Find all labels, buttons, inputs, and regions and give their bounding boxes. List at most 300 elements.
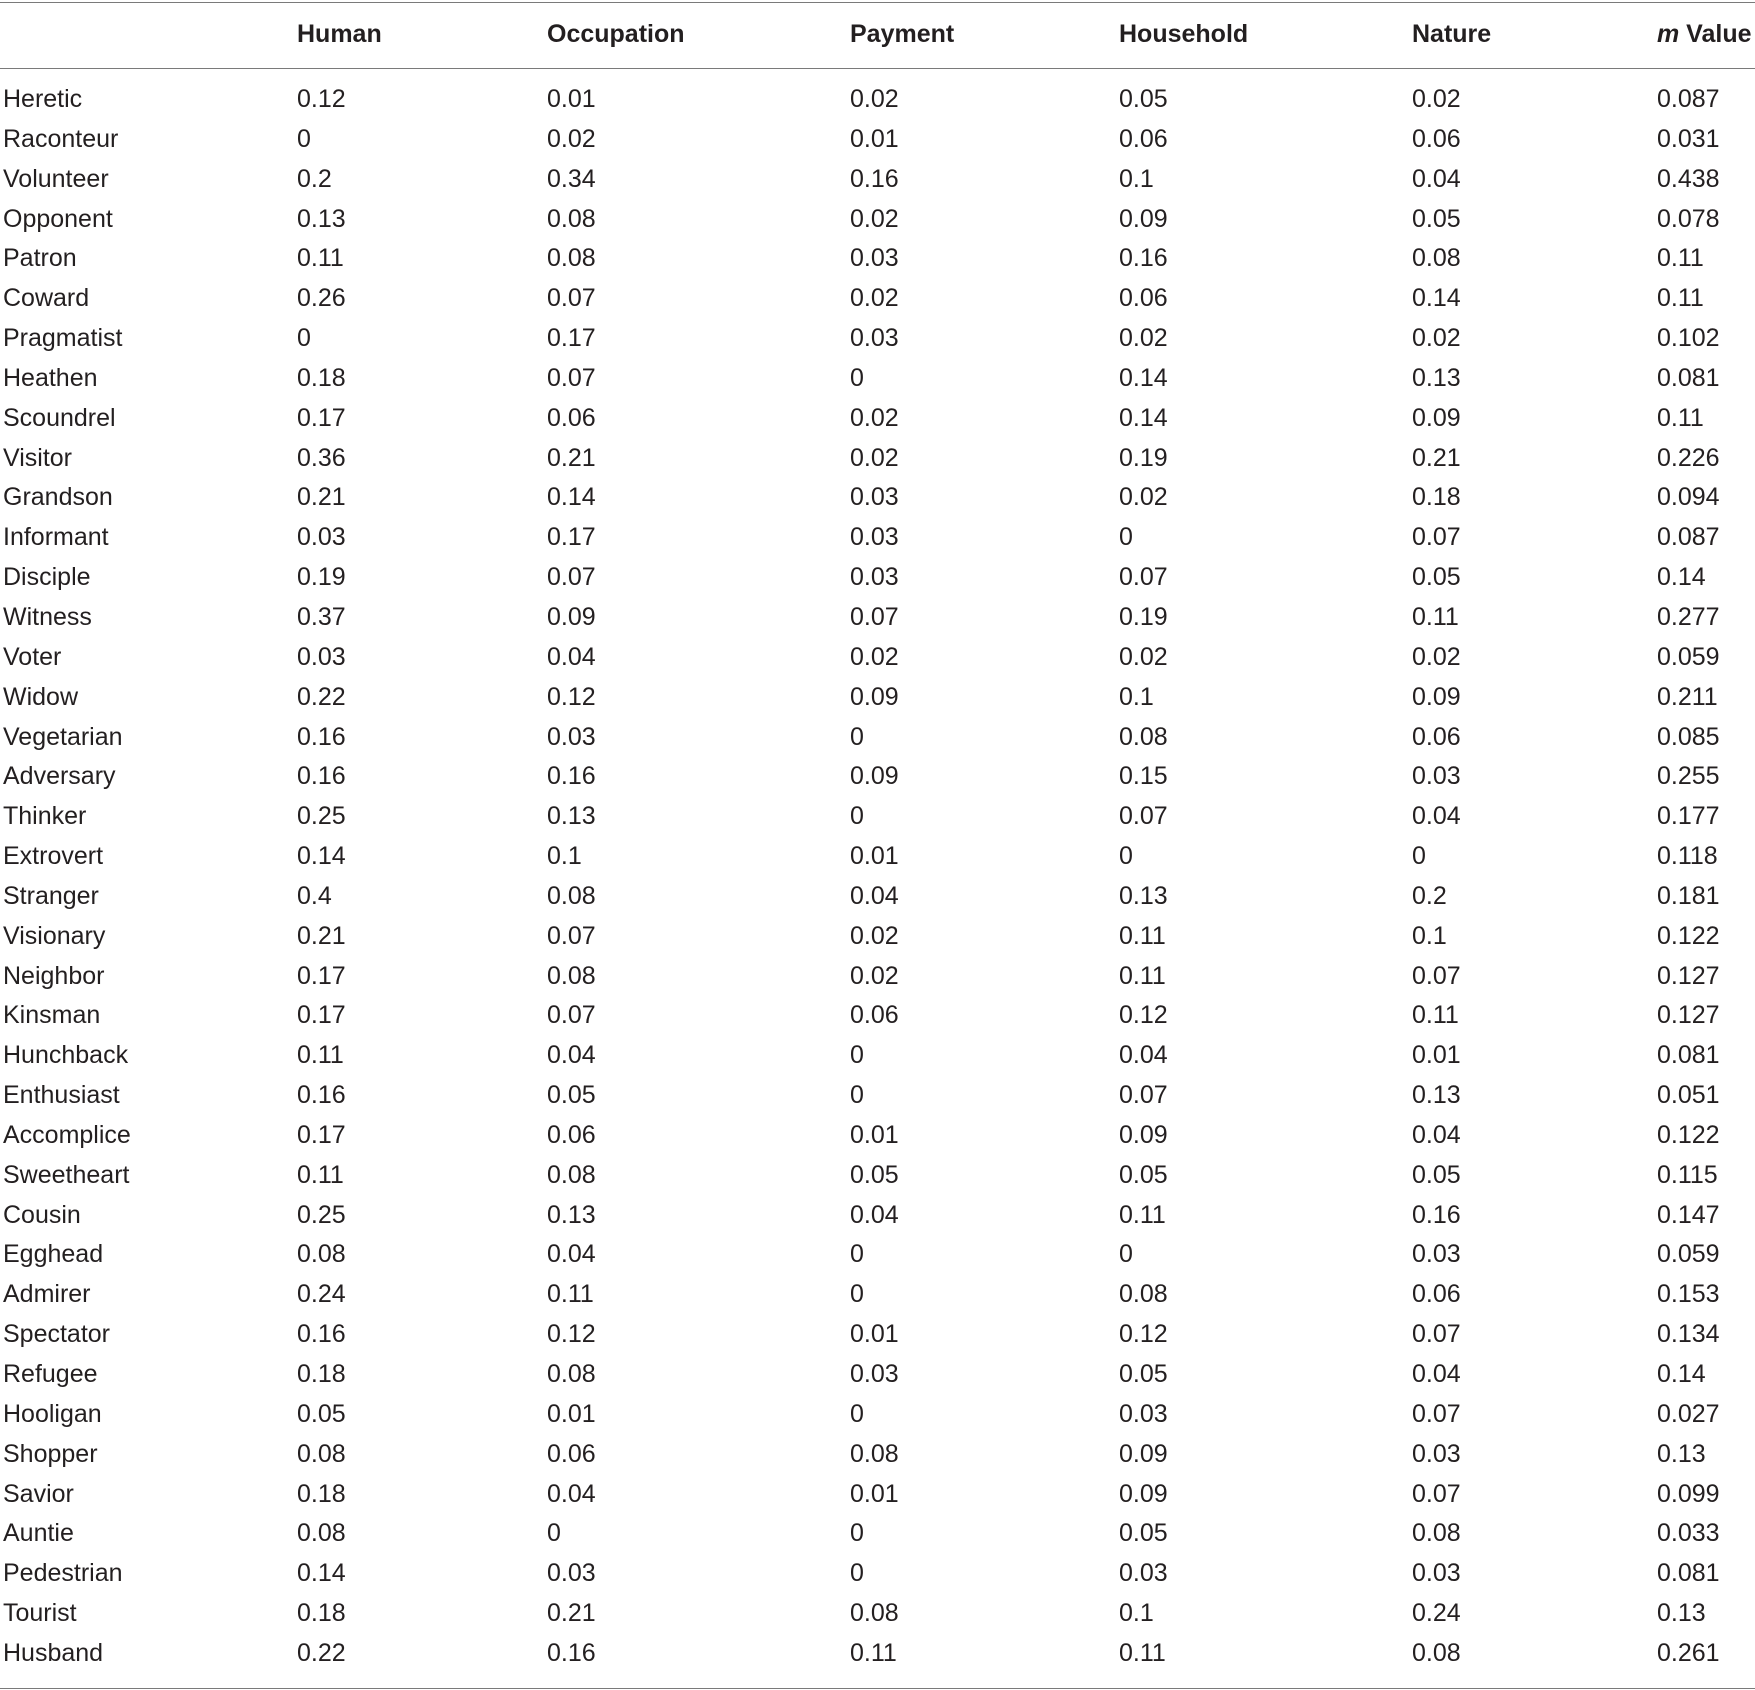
cell-occupation: 0.08 [547,961,596,990]
cell-payment: 0 [850,1240,864,1269]
cell-payment: 0.06 [850,1001,899,1030]
cell-occupation: 0.17 [547,324,596,353]
table-row [0,917,1755,957]
cell-household: 0.13 [1119,881,1168,910]
cell-human: 0.03 [297,642,346,671]
table-row [0,1395,1755,1435]
table-row [0,1235,1755,1275]
cell-payment: 0.04 [850,881,899,910]
cell-human: 0.05 [297,1399,346,1428]
table-row [0,1594,1755,1634]
cell-household: 0.05 [1119,1360,1168,1388]
cell-m-value: 0.211 [1657,682,1718,711]
cell-m-value: 0.081 [1657,1041,1720,1070]
cell-household: 0.09 [1119,1479,1168,1508]
table-row [0,718,1755,758]
cell-label: Adversary [3,762,116,791]
cell-m-value: 0.033 [1657,1519,1720,1548]
cell-payment: 0 [850,1399,864,1428]
cell-payment: 0.02 [850,284,899,313]
cell-label: Pragmatist [3,324,123,353]
cell-human: 0.21 [297,921,346,950]
cell-m-value: 0.115 [1657,1160,1718,1189]
cell-m-value: 0.027 [1657,1399,1720,1428]
cell-label: Thinker [3,802,87,831]
table-row [0,638,1755,678]
cell-household: 0.03 [1119,1399,1168,1428]
cell-m-value: 0.127 [1657,961,1720,990]
cell-payment: 0.03 [850,483,899,512]
cell-m-value: 0.087 [1657,523,1720,552]
cell-household: 0.03 [1119,1559,1168,1588]
cell-payment: 0.01 [850,1320,899,1349]
cell-household: 0.14 [1119,403,1168,432]
header-household: Household [1119,20,1249,48]
cell-occupation: 0.13 [547,802,596,831]
cell-label: Vegetarian [3,722,123,751]
cell-occupation: 0.01 [547,85,596,113]
cell-occupation: 0.1 [547,842,582,871]
cell-label: Enthusiast [3,1081,120,1110]
cell-m-value: 0.147 [1657,1200,1720,1229]
cell-payment: 0 [850,1559,864,1588]
cell-household: 0.19 [1119,602,1168,631]
cell-human: 0.08 [297,1240,346,1269]
cell-label: Husband [3,1638,104,1667]
cell-human: 0.11 [297,244,344,273]
cell-payment: 0.02 [850,642,899,671]
cell-household: 0.1 [1119,1599,1154,1628]
cell-nature: 0.07 [1412,961,1461,990]
cell-human: 0.36 [297,443,346,472]
cell-human: 0.17 [297,961,346,990]
cell-payment: 0.04 [850,1200,899,1229]
cell-payment: 0.02 [850,961,899,990]
cell-m-value: 0.438 [1657,164,1720,193]
cell-payment: 0 [850,722,864,751]
cell-human: 0.18 [297,363,346,392]
cell-nature: 0.05 [1412,204,1461,233]
cell-human: 0.16 [297,722,346,751]
cell-m-value: 0.087 [1657,85,1720,113]
cell-nature: 0.07 [1412,1399,1461,1428]
cell-human: 0.16 [297,1320,346,1349]
cell-human: 0.08 [297,1439,346,1468]
cell-occupation: 0.04 [547,1479,596,1508]
table-row [0,678,1755,718]
cell-payment: 0.03 [850,244,899,273]
cell-occupation: 0.06 [547,403,596,432]
cell-human: 0.16 [297,1081,346,1110]
cell-household: 0.16 [1119,244,1168,273]
cell-m-value: 0.094 [1657,483,1720,512]
cell-label: Cousin [3,1200,81,1229]
cell-nature: 0.08 [1412,1638,1461,1667]
cell-payment: 0.01 [850,1120,899,1149]
header-m-value [1657,14,1752,54]
cell-nature: 0.1 [1412,921,1447,950]
cell-human: 0.18 [297,1479,346,1508]
cell-occupation: 0.07 [547,1001,596,1030]
cell-human: 0.18 [297,1599,346,1628]
cell-payment: 0.02 [850,403,899,432]
cell-nature: 0.16 [1412,1200,1461,1229]
cell-human: 0.14 [297,842,346,871]
cell-human: 0.19 [297,563,346,592]
cell-label: Pedestrian [3,1559,123,1588]
cell-nature: 0.03 [1412,1559,1461,1588]
cell-occupation: 0.06 [547,1120,596,1149]
cell-label: Voter [3,642,62,671]
cell-occupation: 0.03 [547,722,596,751]
cell-occupation: 0.11 [547,1280,594,1309]
cell-human: 0.2 [297,164,332,193]
cell-occupation: 0.14 [547,483,596,512]
cell-nature: 0.13 [1412,363,1461,392]
cell-payment: 0 [850,1519,864,1548]
cell-human: 0.18 [297,1360,346,1388]
cell-occupation: 0.06 [547,1439,596,1468]
cell-label: Stranger [3,881,99,910]
cell-label: Volunteer [3,164,109,193]
cell-nature: 0.02 [1412,85,1461,113]
cell-label: Refugee [3,1360,98,1388]
cell-human: 0 [297,124,311,153]
cell-household: 0.05 [1119,1519,1168,1548]
cell-household: 0.1 [1119,164,1154,193]
table-row [0,518,1755,558]
cell-household: 0.02 [1119,324,1168,353]
cell-human: 0.25 [297,1200,346,1229]
header-m-value-italic: m [1657,20,1680,48]
cell-human: 0.16 [297,762,346,791]
cell-m-value: 0.059 [1657,1240,1720,1269]
cell-nature: 0.09 [1412,403,1461,432]
cell-nature: 0.04 [1412,802,1461,831]
cell-nature: 0.06 [1412,1280,1461,1309]
table-row [0,1116,1755,1156]
cell-m-value: 0.031 [1657,124,1720,153]
cell-occupation: 0.16 [547,1638,596,1667]
cell-m-value: 0.102 [1657,324,1720,353]
cell-nature: 0.03 [1412,1240,1461,1269]
cell-household: 0.05 [1119,1160,1168,1189]
cell-m-value: 0.122 [1657,921,1720,950]
cell-nature: 0.06 [1412,124,1461,153]
cell-nature: 0.09 [1412,682,1461,711]
cell-occupation: 0.21 [547,1599,596,1628]
table-row [0,598,1755,638]
cell-human: 0.17 [297,403,346,432]
cell-m-value: 0.14 [1657,563,1706,592]
cell-occupation: 0.08 [547,204,596,233]
table-row [0,239,1755,279]
cell-payment: 0.09 [850,682,899,711]
table-row [0,558,1755,598]
table-row [0,1196,1755,1236]
cell-payment: 0.08 [850,1599,899,1628]
header-m-value-rest: Value [1679,20,1752,48]
table-row [0,996,1755,1036]
table-row [0,319,1755,359]
cell-nature: 0.08 [1412,244,1461,273]
cell-payment: 0 [850,802,864,831]
cell-occupation: 0.08 [547,881,596,910]
cell-household: 0.07 [1119,1081,1168,1110]
cell-payment: 0 [850,363,864,392]
cell-household: 0.08 [1119,1280,1168,1309]
cell-human: 0.12 [297,85,346,113]
cell-payment: 0 [850,1081,864,1110]
cell-household: 0.12 [1119,1320,1168,1349]
cell-payment: 0.09 [850,762,899,791]
cell-m-value: 0.122 [1657,1120,1720,1149]
header-occupation: Occupation [547,20,685,48]
cell-label: Heathen [3,363,98,392]
cell-m-value: 0.11 [1657,244,1704,273]
cell-household: 0.15 [1119,762,1168,791]
cell-household: 0.19 [1119,443,1168,472]
cell-label: Shopper [3,1439,98,1468]
cell-payment: 0.11 [850,1638,897,1667]
cell-m-value: 0.11 [1657,284,1704,313]
cell-household: 0.12 [1119,1001,1168,1030]
cell-nature: 0.07 [1412,523,1461,552]
cell-payment: 0.02 [850,921,899,950]
cell-m-value: 0.181 [1657,881,1720,910]
table-row [0,957,1755,997]
cell-m-value: 0.127 [1657,1001,1720,1030]
cell-occupation: 0.04 [547,642,596,671]
cell-household: 0.07 [1119,802,1168,831]
cell-occupation: 0.08 [547,1360,596,1388]
cell-household: 0.07 [1119,563,1168,592]
cell-payment: 0.03 [850,563,899,592]
cell-label: Admirer [3,1280,91,1309]
cell-label: Accomplice [3,1120,131,1149]
cell-nature: 0.24 [1412,1599,1461,1628]
table-row [0,1036,1755,1076]
table-row [0,1634,1755,1674]
cell-label: Hunchback [3,1041,129,1070]
cell-household: 0.1 [1119,682,1154,711]
cell-human: 0.08 [297,1519,346,1548]
cell-occupation: 0.12 [547,1320,596,1349]
cell-human: 0 [297,324,311,353]
cell-human: 0.24 [297,1280,346,1309]
cell-label: Sweetheart [3,1160,130,1189]
table-row [0,478,1755,518]
cell-m-value: 0.13 [1657,1599,1706,1628]
cell-human: 0.11 [297,1041,344,1070]
cell-m-value: 0.177 [1657,802,1720,831]
cell-payment: 0.02 [850,443,899,472]
cell-m-value: 0.13 [1657,1439,1706,1468]
table-body [0,80,1755,1674]
cell-payment: 0.01 [850,124,899,153]
cell-occupation: 0.04 [547,1240,596,1269]
table-row [0,1554,1755,1594]
cell-household: 0 [1119,842,1133,871]
cell-nature: 0.06 [1412,722,1461,751]
cell-nature: 0.18 [1412,483,1461,512]
cell-m-value: 0.261 [1657,1638,1720,1667]
cell-occupation: 0.05 [547,1081,596,1110]
cell-label: Informant [3,523,109,552]
cell-household: 0.05 [1119,85,1168,113]
cell-label: Neighbor [3,961,105,990]
cell-household: 0.09 [1119,1439,1168,1468]
cell-nature: 0.11 [1412,602,1459,631]
cell-household: 0.06 [1119,124,1168,153]
table-row [0,1156,1755,1196]
cell-household: 0.06 [1119,284,1168,313]
table-top-rule [0,2,1755,3]
table-row [0,1475,1755,1515]
cell-payment: 0 [850,1041,864,1070]
cell-household: 0.14 [1119,363,1168,392]
cell-payment: 0.16 [850,164,899,193]
cell-occupation: 0.07 [547,363,596,392]
cell-label: Coward [3,284,90,313]
cell-m-value: 0.153 [1657,1280,1720,1309]
cell-nature: 0.02 [1412,324,1461,353]
cell-payment: 0.01 [850,842,899,871]
cell-m-value: 0.11 [1657,403,1704,432]
cell-nature: 0.21 [1412,443,1461,472]
table-row [0,1076,1755,1116]
cell-human: 0.17 [297,1001,346,1030]
cell-occupation: 0.16 [547,762,596,791]
table-header-rule [0,68,1755,69]
cell-m-value: 0.226 [1657,443,1720,472]
cell-occupation: 0.03 [547,1559,596,1588]
cell-m-value: 0.255 [1657,762,1720,791]
cell-label: Opponent [3,204,113,233]
table-row [0,279,1755,319]
cell-human: 0.22 [297,682,346,711]
cell-payment: 0.01 [850,1479,899,1508]
cell-household: 0.02 [1119,483,1168,512]
table-row [0,359,1755,399]
table-row [0,757,1755,797]
cell-human: 0.26 [297,284,346,313]
table-row [0,837,1755,877]
cell-occupation: 0.17 [547,523,596,552]
cell-m-value: 0.118 [1657,842,1718,871]
cell-nature: 0.04 [1412,1120,1461,1149]
cell-label: Savior [3,1479,74,1508]
table-row [0,120,1755,160]
cell-nature: 0.03 [1412,1439,1461,1468]
cell-payment: 0.02 [850,85,899,113]
cell-household: 0.11 [1119,1200,1166,1229]
cell-label: Extrovert [3,842,104,871]
cell-nature: 0.11 [1412,1001,1459,1030]
cell-label: Egghead [3,1240,104,1269]
cell-nature: 0.04 [1412,1360,1461,1388]
cell-payment: 0.03 [850,523,899,552]
cell-label: Kinsman [3,1001,101,1030]
table-row [0,797,1755,837]
cell-m-value: 0.081 [1657,1559,1720,1588]
cell-m-value: 0.099 [1657,1479,1720,1508]
cell-nature: 0.13 [1412,1081,1461,1110]
cell-occupation: 0.04 [547,1041,596,1070]
cell-payment: 0 [850,1280,864,1309]
cell-human: 0.13 [297,204,346,233]
table-header-row [0,14,1755,54]
cell-payment: 0.03 [850,324,899,353]
cell-nature: 0 [1412,842,1426,871]
cell-payment: 0.03 [850,1360,899,1388]
table-row [0,1514,1755,1554]
cell-human: 0.17 [297,1120,346,1149]
cell-label: Heretic [3,85,83,113]
cell-occupation: 0.13 [547,1200,596,1229]
cell-label: Widow [3,682,79,711]
cell-m-value: 0.277 [1657,602,1720,631]
cell-human: 0.14 [297,1559,346,1588]
table-row [0,399,1755,439]
cell-m-value: 0.078 [1657,204,1720,233]
cell-occupation: 0 [547,1519,561,1548]
cell-human: 0.11 [297,1160,344,1189]
cell-occupation: 0.34 [547,164,596,193]
cell-nature: 0.05 [1412,563,1461,592]
header-payment: Payment [850,20,955,48]
table-row [0,1275,1755,1315]
cell-label: Raconteur [3,124,119,153]
cell-household: 0 [1119,1240,1133,1269]
cell-payment: 0.07 [850,602,899,631]
cell-payment: 0.08 [850,1439,899,1468]
cell-label: Grandson [3,483,113,512]
cell-label: Hooligan [3,1399,102,1428]
cell-human: 0.22 [297,1638,346,1667]
table-row [0,1355,1755,1395]
cell-occupation: 0.07 [547,921,596,950]
cell-label: Disciple [3,563,91,592]
cell-nature: 0.05 [1412,1160,1461,1189]
cell-occupation: 0.07 [547,563,596,592]
table-row [0,200,1755,240]
cell-m-value: 0.081 [1657,363,1720,392]
cell-human: 0.21 [297,483,346,512]
cell-m-value: 0.051 [1657,1081,1720,1110]
cell-nature: 0.04 [1412,164,1461,193]
table-row [0,1435,1755,1475]
cell-nature: 0.2 [1412,881,1447,910]
cell-label: Patron [3,244,77,273]
table-row [0,877,1755,917]
cell-human: 0.03 [297,523,346,552]
cell-household: 0.04 [1119,1041,1168,1070]
cell-nature: 0.02 [1412,642,1461,671]
cell-household: 0.11 [1119,1638,1166,1667]
cell-human: 0.4 [297,881,332,910]
cell-payment: 0.02 [850,204,899,233]
cell-label: Visionary [3,921,106,950]
cell-nature: 0.08 [1412,1519,1461,1548]
table-row [0,439,1755,479]
cell-m-value: 0.134 [1657,1320,1720,1349]
cell-nature: 0.07 [1412,1479,1461,1508]
cell-label: Scoundrel [3,403,116,432]
cell-label: Tourist [3,1599,77,1628]
cell-occupation: 0.12 [547,682,596,711]
cell-nature: 0.03 [1412,762,1461,791]
